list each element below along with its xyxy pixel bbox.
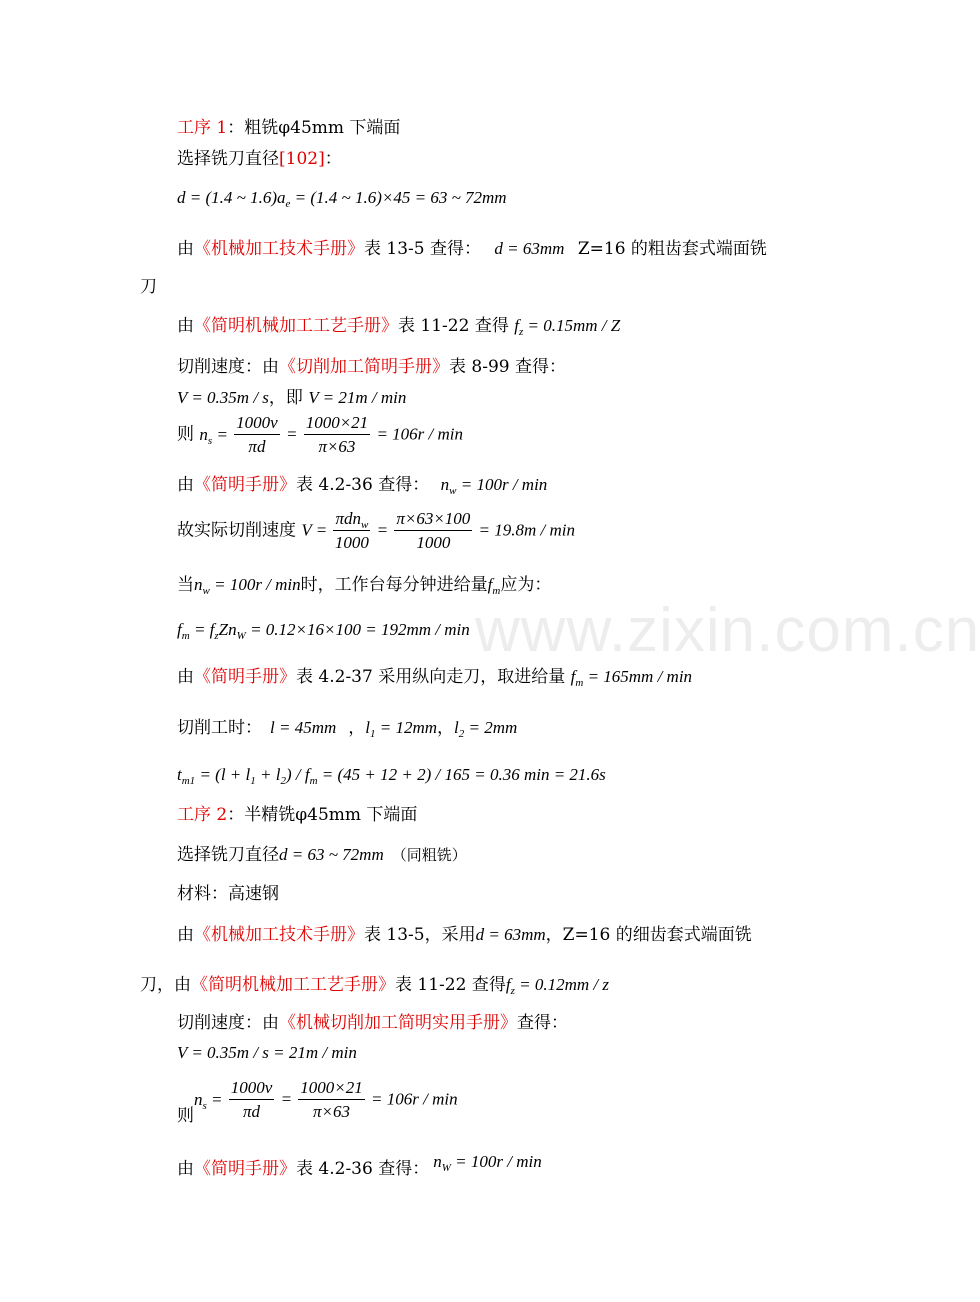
text: 查得： — [517, 1013, 568, 1033]
fraction: $\frac{1000v}{\pi d}$ — [230, 1078, 273, 1121]
fraction: $\frac{1000\times 21}{\pi\times 63}$ — [305, 413, 369, 456]
actual-speed-lookup — [177, 474, 547, 496]
handbook-line-2 — [177, 924, 752, 946]
reference-link[interactable]: [102] — [279, 149, 325, 169]
formula: $n_s$ = — [199, 424, 233, 447]
text: 切削速度：由 — [177, 1013, 279, 1033]
text: 由 — [177, 316, 194, 336]
feed-per-minute-formula: $f_m = f_zZn_W = 0.12\times 16\times 100 = 192mm / \min$ — [177, 620, 470, 642]
formula: $n_W = 100r / \min$ — [433, 1152, 542, 1174]
process-desc: ：半精铣φ45mm 下端面 — [227, 805, 418, 825]
text: （同粗铣） — [391, 846, 467, 864]
text: 故实际切削速度 — [177, 520, 302, 541]
book-title: 《简明机械加工工艺手册》 — [194, 316, 398, 336]
formula: $f_z = 0.12mm / z$ — [505, 975, 609, 997]
formula-part: d = (1.4 ~ 1.6)a — [177, 188, 286, 207]
formula: = 106r / min — [366, 1089, 458, 1109]
spindle-speed-line-2: 则$n_s$ = $\frac{1000v}{\pi d}$ = $\frac{1000\times 21}{\pi\times 63}$ = 106r / min — [177, 1078, 458, 1126]
actual-speed-lookup-2 — [177, 1152, 542, 1180]
fraction: $\frac{1000v}{\pi d}$ — [236, 413, 278, 456]
text: 表 11-22 查得 — [395, 975, 506, 995]
formula: V = 21m / min — [308, 388, 407, 407]
process-1-heading — [177, 117, 400, 139]
cutting-time-intro: 切削工时： l = 45mm ，$l_1 = 12mm$，$l_2 = 2mm$ — [177, 718, 518, 740]
formula: $l_1 = 12mm$ — [365, 718, 438, 740]
text: 由 — [177, 475, 194, 495]
text: 材料：高速钢 — [177, 884, 279, 904]
cutter-diameter-line-2 — [177, 844, 467, 866]
velocity-line — [177, 387, 406, 409]
actual-cutting-speed: 故实际切削速度 V = $\frac{\pi dn_w}{1000}$ = $\frac{\pi\times 63\times 100}{1000}$ = 19.8m / min — [177, 509, 576, 552]
formula: $f_z = 0.15mm / Z$ — [514, 316, 621, 338]
cutting-speed-line-2 — [177, 1012, 568, 1034]
process-label: 工序 1 — [177, 118, 228, 138]
text: 表 13-5 查得： — [364, 239, 481, 259]
text: 表 13-5，采用 — [364, 925, 476, 945]
formula: $f_m = 165mm / \min$ — [570, 667, 693, 689]
text: 选择铣刀直径 — [177, 149, 279, 169]
formula: V = 0.35m / s — [177, 388, 269, 407]
formula: $n_w = 100r / \min$ — [194, 575, 301, 597]
handbook-line-1 — [177, 238, 767, 260]
text: 表 4.2-36 查得： — [296, 475, 430, 495]
watermark: www.zixin.com.cn — [475, 596, 980, 665]
book-title: 《机械加工技术手册》 — [194, 239, 364, 259]
text: 表 4.2-36 查得： — [296, 1159, 430, 1179]
text: ，即 — [268, 388, 309, 408]
text: 表 8-99 查得： — [449, 357, 566, 377]
text: 时，工作台每分钟进给量 — [300, 575, 488, 595]
spindle-speed-line: 则 $n_s$ = $\frac{1000v}{\pi d}$ = $\frac{1000\times 21}{\pi\times 63}$ = 106r / min — [177, 413, 463, 456]
longitudinal-feed-line — [177, 666, 692, 688]
book-title: 《简明机械加工工艺手册》 — [191, 975, 395, 995]
text: 应为： — [500, 575, 552, 595]
text: 由 — [177, 925, 194, 945]
formula: d = 63mm — [494, 239, 565, 258]
text: 表 4.2-37 采用纵向走刀，取进给量 — [296, 667, 571, 687]
wrap-line — [140, 276, 157, 298]
cutting-speed-line — [177, 356, 566, 378]
text: 选择铣刀直径 — [177, 845, 279, 865]
formula-diameter — [177, 187, 507, 209]
book-title: 《切削加工简明手册》 — [279, 357, 449, 377]
text: 切削工时： — [177, 718, 262, 738]
text: 当 — [177, 575, 194, 595]
text: 刀，由 — [140, 975, 191, 995]
process-desc: ：粗铣φ45mm 下端面 — [227, 118, 401, 138]
book-title: 《机械切削加工简明实用手册》 — [279, 1013, 517, 1033]
fraction: $\frac{\pi dn_w}{1000}$ — [334, 509, 369, 552]
text: ，Z=16 的细齿套式端面铣 — [545, 925, 752, 945]
material-line — [177, 883, 279, 905]
cutting-time-formula: $t_{m1} = (l + l_1 + l_2) / f_m = (45 + 12 + 2) / 165 = 0.36$ min = 21.6s — [177, 765, 606, 787]
book-title: 《简明手册》 — [194, 667, 296, 687]
text: 刀 — [140, 277, 157, 297]
book-title: 《简明手册》 — [194, 1159, 296, 1179]
formula: $n_s$ = — [194, 1089, 227, 1112]
process-2-heading — [177, 804, 417, 826]
text: 则 — [177, 424, 200, 445]
feed-line — [177, 315, 620, 337]
book-title: 《简明手册》 — [194, 475, 296, 495]
process-label: 工序 2 — [177, 805, 228, 825]
text: 由 — [177, 667, 194, 687]
formula: d = 63 ~ 72mm — [279, 845, 384, 864]
book-title: 《机械加工技术手册》 — [194, 925, 364, 945]
formula: = 19.8m / min — [474, 520, 576, 540]
fraction: $\frac{1000\times 21}{\pi\times 63}$ — [300, 1078, 363, 1121]
formula-part: = (1.4 ~ 1.6)×45 = 63 ~ 72mm — [290, 188, 507, 207]
subscript: e — [285, 198, 291, 210]
text: Z=16 的粗齿套式端面铣 — [577, 239, 767, 259]
text: ： — [324, 149, 342, 169]
velocity-line-2: V = 0.35m / s = 21m / min — [177, 1043, 357, 1062]
formula: $l_2 = 2mm$ — [454, 718, 518, 740]
cutter-diameter-line — [177, 148, 342, 170]
formula: = 106r / min — [372, 424, 463, 444]
formula: $f_m$ — [487, 575, 501, 597]
text: 切削速度：由 — [177, 357, 279, 377]
text: 由 — [177, 239, 194, 259]
text: 表 11-22 查得 — [398, 316, 515, 336]
text: 则 — [177, 1105, 194, 1126]
formula: V = — [301, 520, 332, 540]
text: 由 — [177, 1159, 194, 1179]
feed-per-minute-intro — [177, 574, 551, 596]
feed-line-2 — [140, 974, 609, 996]
formula: d = 63mm — [475, 925, 546, 944]
formula: l = 45mm — [270, 718, 337, 737]
fraction: $\frac{\pi\times 63\times 100}{1000}$ — [396, 509, 471, 552]
formula: $n_w = 100r / \min$ — [440, 475, 548, 497]
